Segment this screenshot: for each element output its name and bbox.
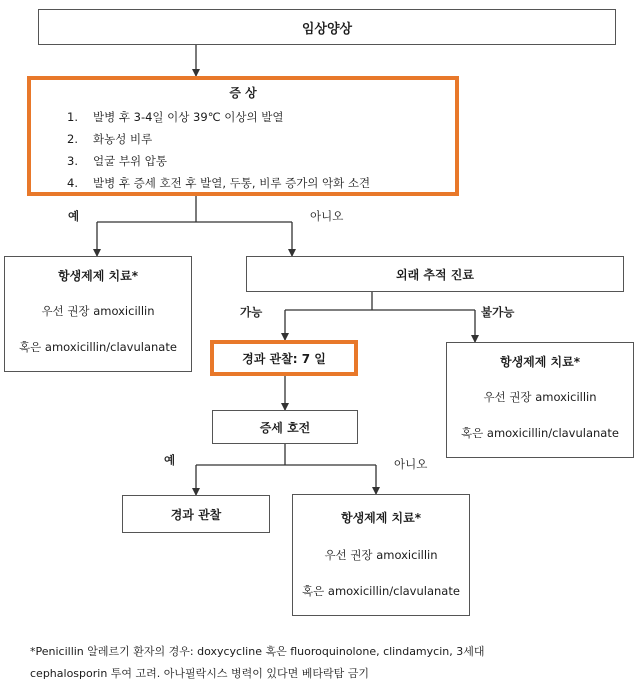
symptom-item: 3. 얼굴 부위 압통 [67,154,167,168]
improve-box [212,410,358,444]
followup-box [246,256,624,292]
footnote-line-second: cephalosporin 투여 고려. 아나필락시스 병력이 있다면 베타락탐 금기 [30,667,370,680]
observe-box [122,495,270,533]
antibiotic-title: 항생제제 치료* [340,511,421,525]
improve-yes-label: 예 [164,453,176,467]
antibiotic-box-right [446,342,634,458]
root-title: 임상양상 [301,21,353,37]
antibiotic-line-second: 혹은 amoxicillin/clavulanate [461,426,619,440]
antibiotic-box-left [4,256,192,372]
antibiotic-title: 항생제제 치료* [499,355,580,369]
antibiotic-title: 항생제제 치료* [57,269,138,283]
symptom-item: 2. 화농성 비루 [67,132,153,146]
branch-no-label: 아니오 [310,209,344,223]
antibiotic-line-first: 우선 권장 amoxicillin [483,390,597,404]
improve-title: 증세 호전 [259,420,311,435]
possible-label: 가능 [240,305,263,319]
observe-title: 경과 관찰 [170,507,222,522]
symptom-list [67,106,370,194]
symptom-item: 1. 발병 후 3-4일 이상 39℃ 이상의 발열 [67,110,284,124]
observe-7day-title: 경과 관찰: 7 일 [242,351,326,366]
symptom-item: 4. 발병 후 증세 호전 후 발열, 두통, 비루 증가의 악화 소견 [67,176,371,190]
symptoms-title: 증 상 [229,86,257,100]
root-box [38,9,616,45]
impossible-label: 불가능 [481,305,515,319]
improve-no-label: 아니오 [394,457,428,471]
antibiotic-box-bottom [292,494,470,616]
symptoms-box [27,76,459,196]
antibiotic-line-first: 우선 권장 amoxicillin [41,304,155,318]
observe-7day-box [210,340,358,376]
antibiotic-line-first: 우선 권장 amoxicillin [324,548,438,562]
antibiotic-line-second: 혹은 amoxicillin/clavulanate [19,340,177,354]
followup-title: 외래 추적 진료 [396,267,474,282]
footnote-line-first: *Penicillin 알레르기 환자의 경우: doxycycline 혹은 fluoroquinolone, clindamycin, 3세대 [30,645,485,658]
antibiotic-line-second: 혹은 amoxicillin/clavulanate [302,584,460,598]
footnote [30,641,630,685]
branch-yes-label: 예 [68,209,80,223]
